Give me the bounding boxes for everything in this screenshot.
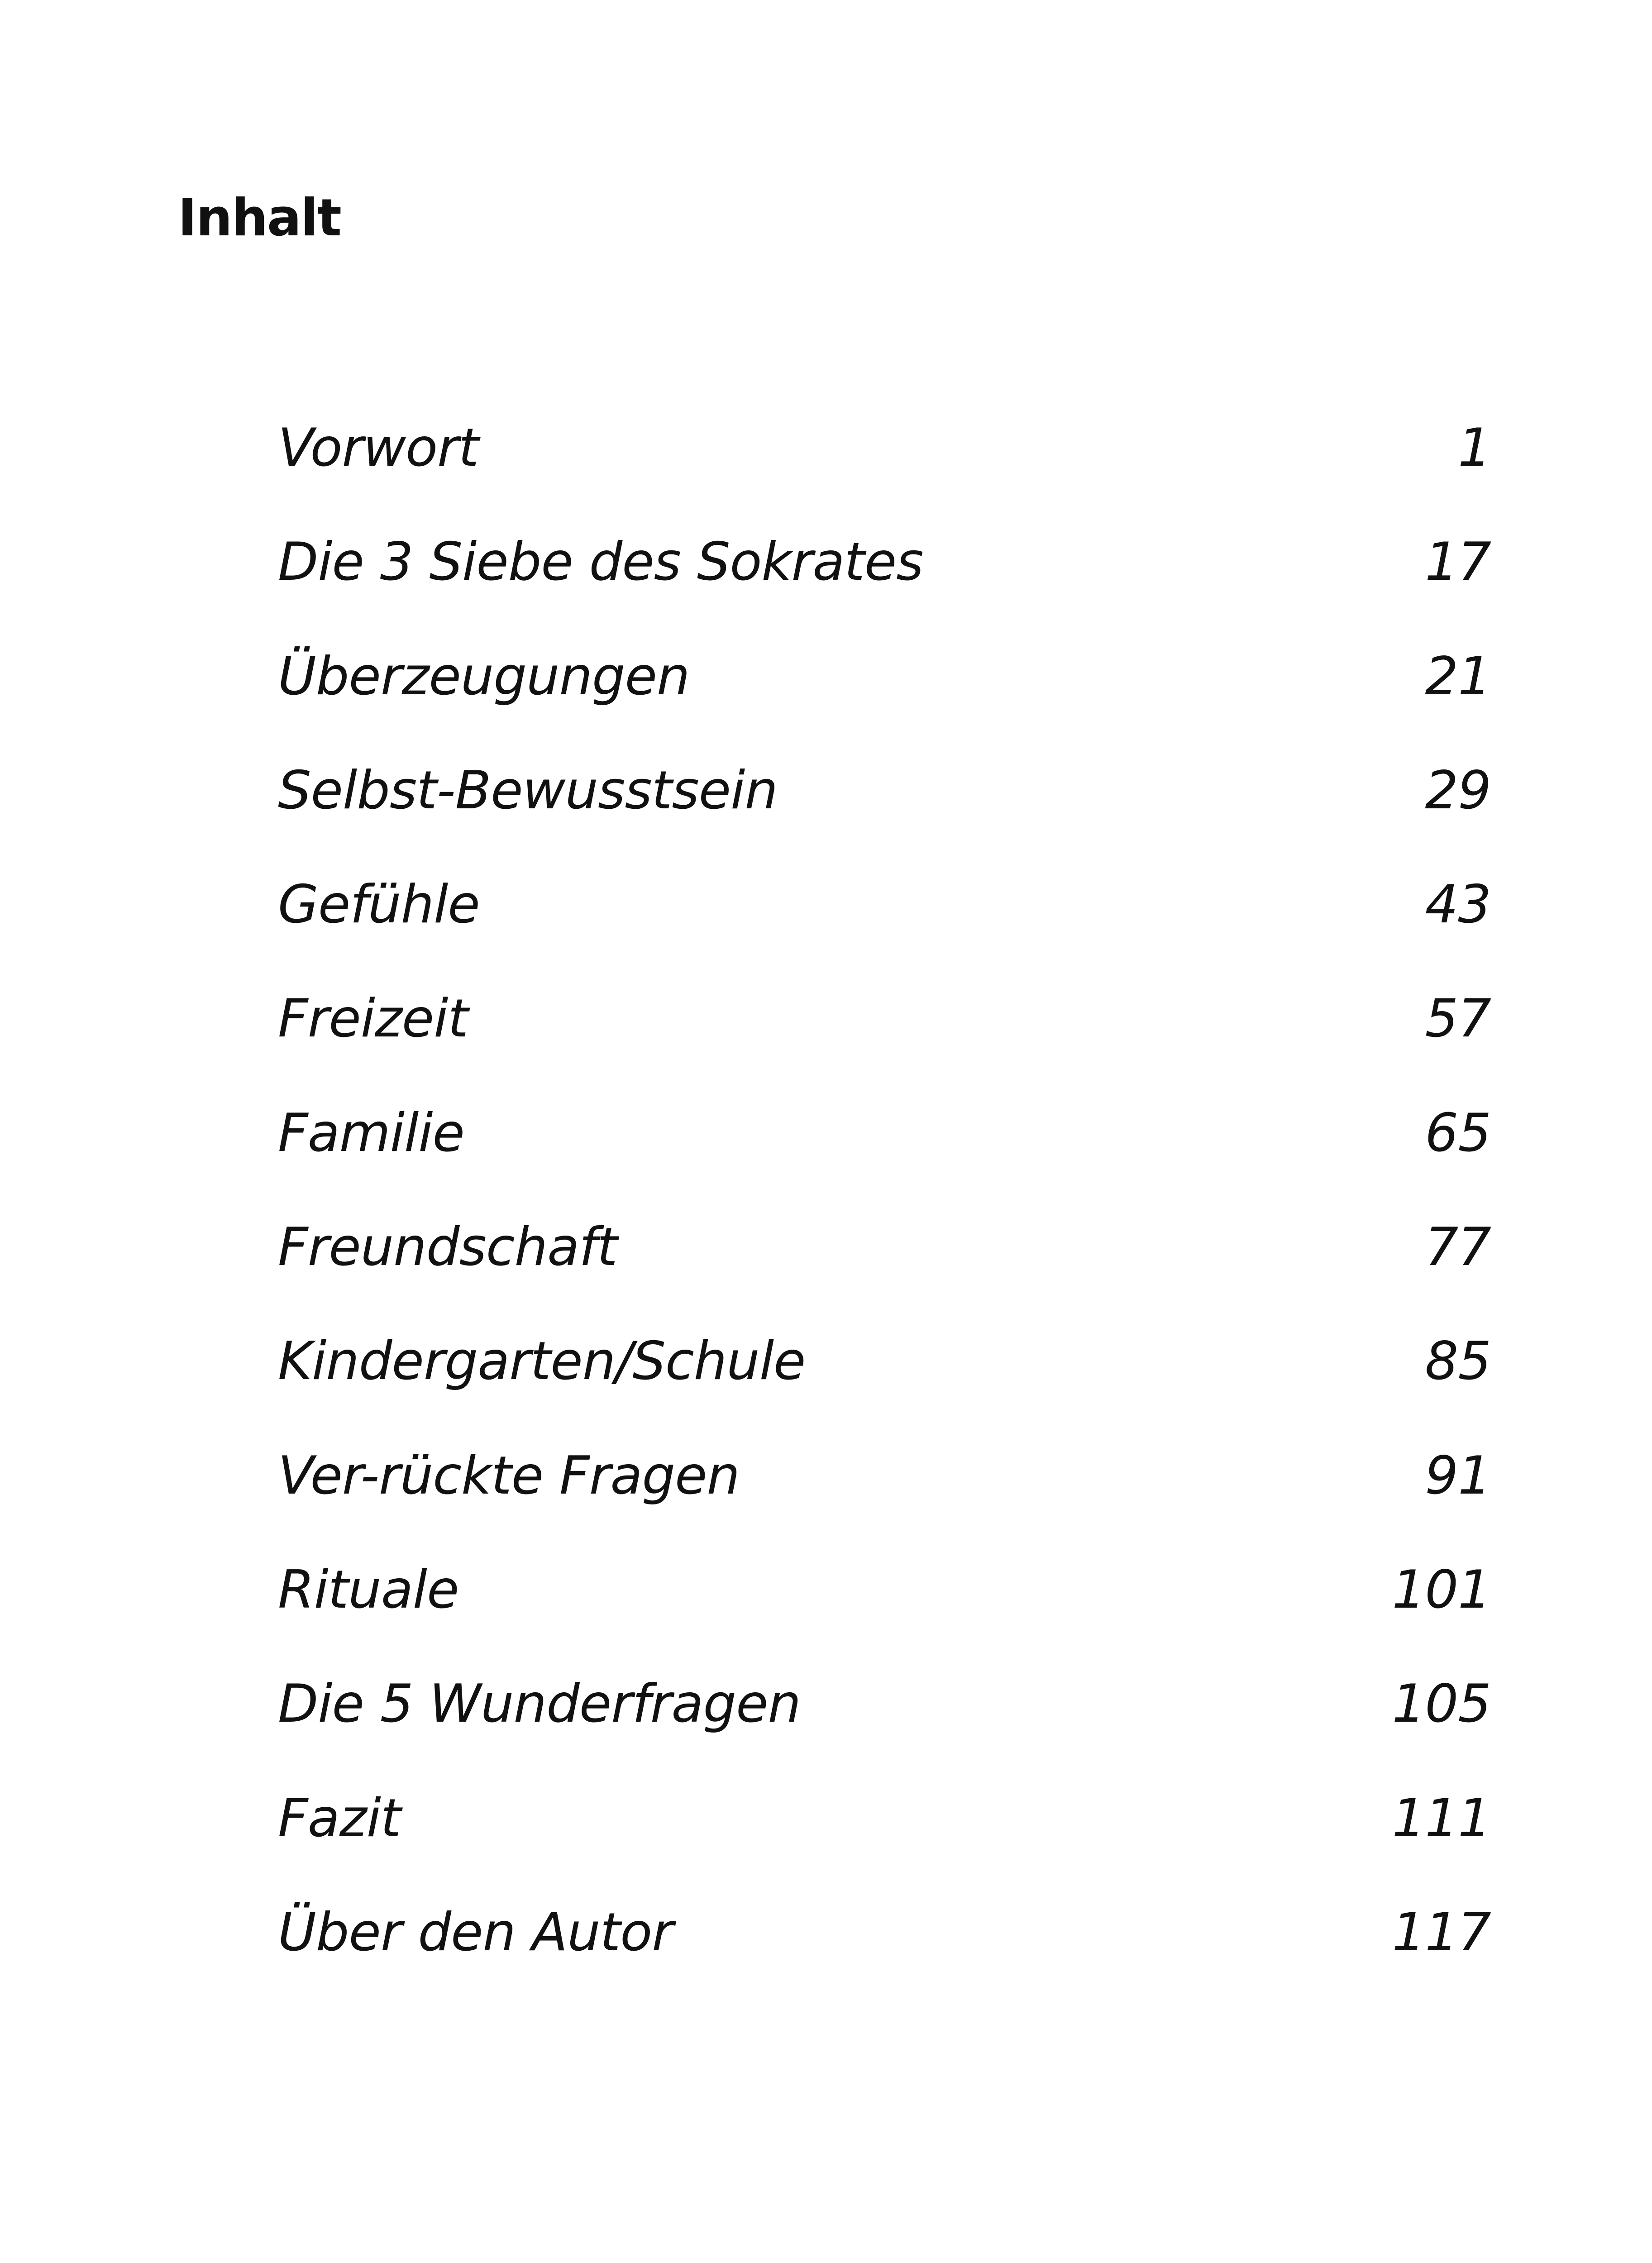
- toc-entry-kindergarten-schule: [278, 1330, 1491, 1444]
- toc-entry-rituale: [278, 1558, 1491, 1672]
- toc-entry-page-number: 21: [1425, 645, 1491, 707]
- toc-entry-page-number: 17: [1425, 531, 1491, 593]
- toc-entry-page-number: 65: [1425, 1102, 1491, 1164]
- toc-entry-title: Gefühle: [278, 874, 480, 936]
- toc-entry-page-number: 57: [1425, 988, 1491, 1050]
- toc-entry-title: Familie: [278, 1102, 464, 1164]
- toc-heading: Inhalt: [178, 188, 341, 248]
- toc-entry-page-number: 91: [1425, 1445, 1491, 1506]
- toc-entry-page-number: 117: [1392, 1901, 1491, 1963]
- toc-entry-vorwort: [278, 416, 1491, 530]
- toc-entry-title: Rituale: [278, 1559, 459, 1620]
- toc-entry-ueberzeugungen: [278, 645, 1491, 759]
- toc-entry-title: Selbst-Bewusstsein: [278, 759, 778, 821]
- toc-entry-die-5-wunderfragen: [278, 1672, 1491, 1786]
- toc-entry-ueber-den-autor: [278, 1901, 1491, 2015]
- toc-entry-page-number: 85: [1425, 1331, 1491, 1392]
- toc-entry-title: Überzeugungen: [278, 645, 690, 707]
- toc-entry-title: Freundschaft: [278, 1217, 617, 1278]
- toc-entry-gefuehle: [278, 873, 1491, 987]
- toc-entry-freizeit: [278, 987, 1491, 1101]
- toc-entry-page-number: 111: [1392, 1787, 1491, 1849]
- toc-entry-title: Vorwort: [278, 417, 479, 478]
- toc-entry-title: Kindergarten/Schule: [278, 1331, 806, 1392]
- toc-entry-page-number: 29: [1425, 759, 1491, 821]
- toc-entry-page-number: 1: [1458, 417, 1491, 478]
- toc-entry-title: Über den Autor: [278, 1901, 673, 1963]
- toc-entry-selbst-bewusstsein: [278, 759, 1491, 873]
- toc-entry-ver-rueckte-fragen: [278, 1444, 1491, 1558]
- toc-entry-die-3-siebe-des-sokrates: [278, 530, 1491, 645]
- table-of-contents: [278, 416, 1491, 2015]
- toc-entry-page-number: 43: [1425, 874, 1491, 936]
- toc-entry-fazit: [278, 1787, 1491, 1901]
- toc-entry-page-number: 105: [1392, 1673, 1491, 1735]
- toc-entry-title: Fazit: [278, 1787, 401, 1849]
- toc-entry-freundschaft: [278, 1216, 1491, 1330]
- toc-entry-page-number: 101: [1392, 1559, 1491, 1620]
- toc-entry-title: Ver-rückte Fragen: [278, 1445, 740, 1506]
- toc-entry-title: Die 5 Wunderfragen: [278, 1673, 801, 1735]
- toc-entry-title: Freizeit: [278, 988, 468, 1050]
- toc-entry-page-number: 77: [1425, 1217, 1491, 1278]
- toc-entry-title: Die 3 Siebe des Sokrates: [278, 531, 923, 593]
- toc-entry-familie: [278, 1102, 1491, 1216]
